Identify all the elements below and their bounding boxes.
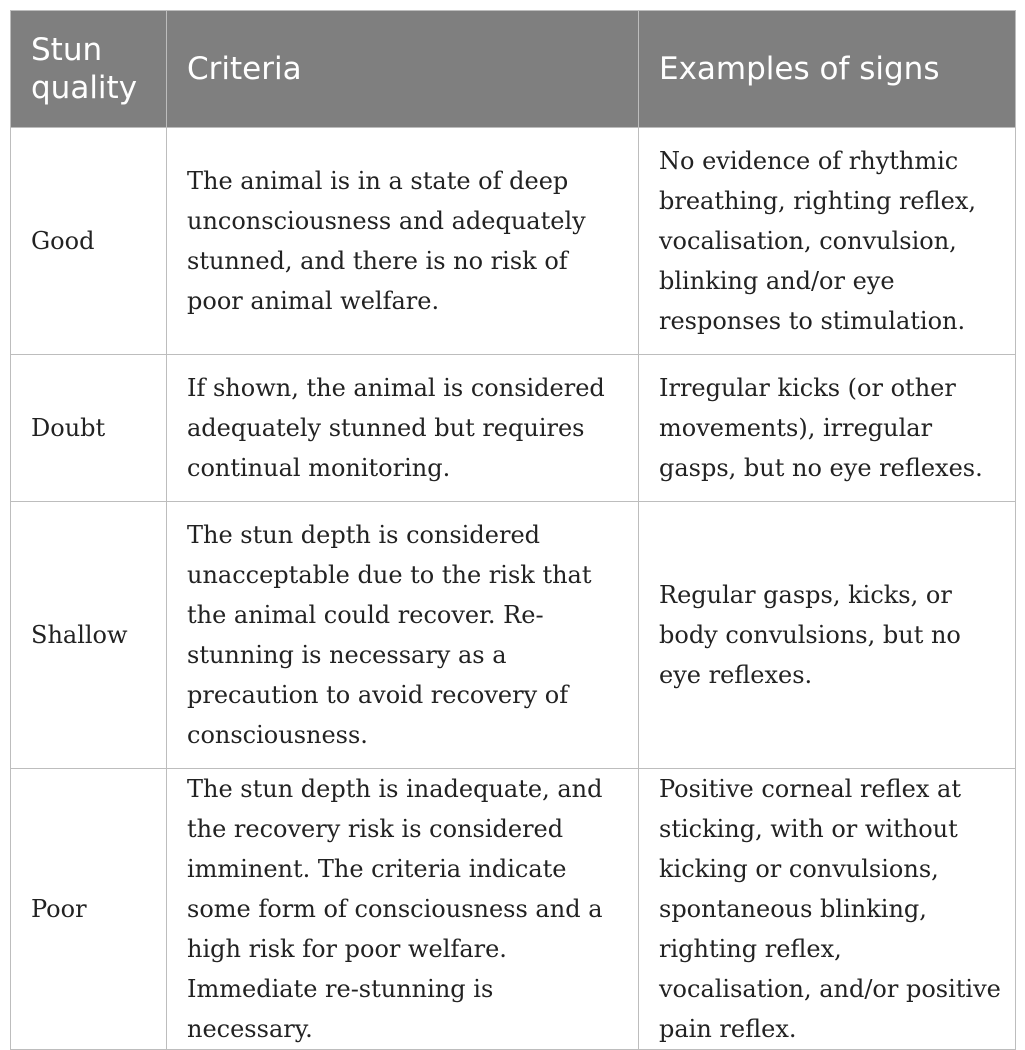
table-body bbox=[11, 128, 1016, 1050]
header-examples-of-signs: Examples of signs bbox=[639, 11, 1016, 128]
quality-cell: Shallow bbox=[11, 502, 167, 769]
table-row-doubt bbox=[11, 355, 1016, 502]
table-row-shallow bbox=[11, 502, 1016, 769]
examples-cell: Regular gasps, kicks, or body convulsions, but no eye reflexes. bbox=[639, 502, 1016, 769]
examples-cell: Irregular kicks (or other movements), irregular gasps, but no eye reflexes. bbox=[639, 355, 1016, 502]
table-header bbox=[11, 11, 1016, 128]
quality-cell: Poor bbox=[11, 769, 167, 1050]
quality-cell: Doubt bbox=[11, 355, 167, 502]
examples-cell: Positive corneal reflex at sticking, with or without kicking or convulsions, spontaneous blinking, righting reflex, vocalisation, and/or positive pain reflex. bbox=[639, 769, 1016, 1050]
header-row bbox=[11, 11, 1016, 128]
examples-cell: No evidence of rhythmic breathing, righting reflex, vocalisation, convulsion, blinking and/or eye responses to stimulation. bbox=[639, 128, 1016, 355]
criteria-cell: The stun depth is considered unacceptable due to the risk that the animal could recover. Re-stunning is necessary as a precaution to avoid recovery of consciousness. bbox=[167, 502, 639, 769]
criteria-cell: The stun depth is inadequate, and the recovery risk is considered imminent. The criteria indicate some form of consciousness and a high risk for poor welfare. Immediate re-stunning is necessary. bbox=[167, 769, 639, 1050]
header-criteria: Criteria bbox=[167, 11, 639, 128]
quality-cell: Good bbox=[11, 128, 167, 355]
criteria-cell: The animal is in a state of deep unconsciousness and adequately stunned, and there is no risk of poor animal welfare. bbox=[167, 128, 639, 355]
stun-quality-table bbox=[10, 10, 1016, 1050]
header-stun-quality: Stun quality bbox=[11, 11, 167, 128]
table-row-poor bbox=[11, 769, 1016, 1050]
table-row-good bbox=[11, 128, 1016, 355]
criteria-cell: If shown, the animal is considered adequately stunned but requires continual monitoring. bbox=[167, 355, 639, 502]
